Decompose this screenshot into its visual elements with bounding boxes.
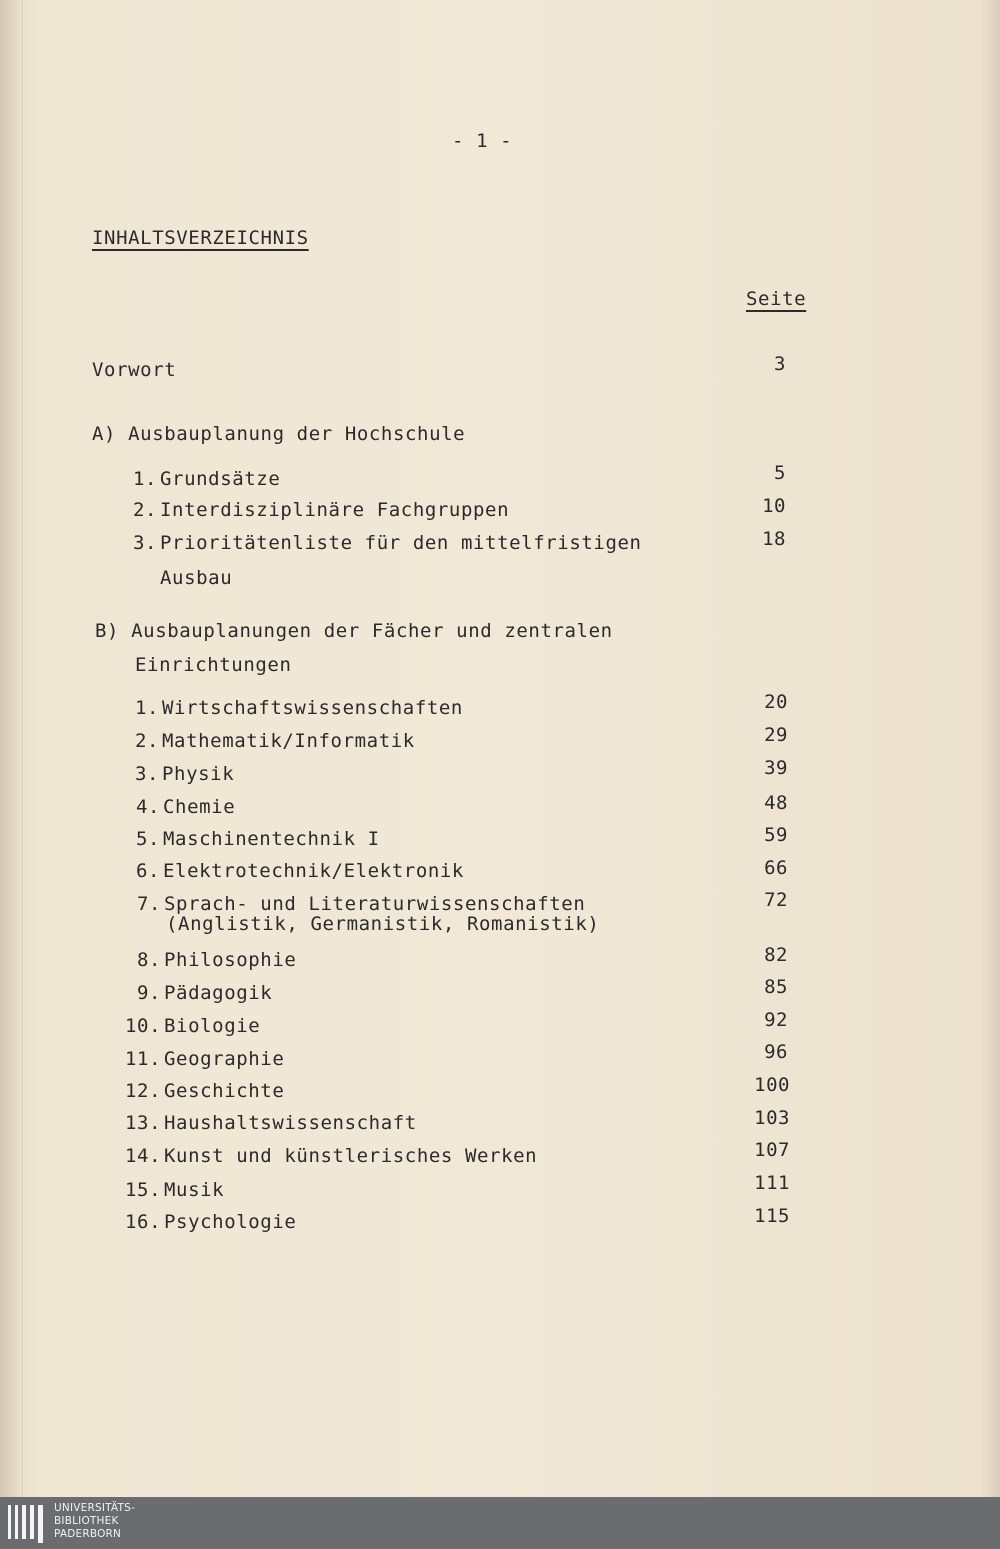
toc-entry-number: 4. [136,796,161,818]
page-column-header: Seite [746,288,807,310]
section-b-heading-continued: Einrichtungen [135,654,292,676]
page-number: - 1 - [452,130,513,152]
binding-shadow [0,0,22,1497]
toc-entry-label: Wirtschaftswissenschaften [162,697,463,719]
library-footer [0,1497,1000,1549]
toc-entry-page: 10 [762,495,786,517]
toc-entry-page: 66 [764,857,788,879]
toc-entry-number: 16. [125,1211,162,1233]
toc-entry-number: 3. [135,763,160,785]
vorwort-page: 3 [774,353,786,375]
toc-entry-label: Maschinentechnik I [163,828,380,850]
toc-entry-label: Chemie [163,796,236,818]
toc-entry-number: 6. [136,860,161,882]
toc-entry-label: Sprach- und Literaturwissenschaften [164,893,586,915]
toc-entry-page: 48 [764,792,788,814]
toc-entry-page: 92 [764,1009,788,1031]
toc-entry-label: Grundsätze [160,468,281,490]
toc-entry-number: 2. [135,730,160,752]
library-logo-icon [8,1505,48,1543]
toc-entry-number: 12. [125,1080,162,1102]
toc-entry-page: 59 [764,824,788,846]
toc-entry-label: Interdisziplinäre Fachgruppen [160,499,510,521]
toc-entry-label: Psychologie [164,1211,297,1233]
toc-entry-page: 5 [774,462,786,484]
toc-entry-label: Mathematik/Informatik [162,730,415,752]
toc-entry-page: 20 [764,691,788,713]
toc-entry-page: 111 [754,1172,790,1194]
toc-entry-label: Biologie [164,1015,261,1037]
toc-entry-number: 10. [125,1015,162,1037]
toc-entry-label: Geographie [164,1048,285,1070]
toc-entry-label: Kunst und künstlerisches Werken [164,1145,538,1167]
toc-entry-page: 96 [764,1041,788,1063]
toc-entry-label: Philosophie [164,949,297,971]
toc-entry-label: Prioritätenliste für den mittelfristigen [160,532,642,554]
toc-entry-page: 18 [762,528,786,550]
toc-entry-label-continued: (Anglistik, Germanistik, Romanistik) [166,913,600,935]
vorwort-label: Vorwort [92,359,177,381]
toc-entry-label: Haushaltswissenschaft [164,1112,417,1134]
section-b-heading: B) Ausbauplanungen der Fächer und zentralen [95,620,613,642]
toc-entry-number: 15. [125,1179,162,1201]
toc-title: INHALTSVERZEICHNIS [92,227,309,249]
toc-entry-label: Elektrotechnik/Elektronik [163,860,464,882]
toc-entry-page: 82 [764,944,788,966]
section-a-heading: A) Ausbauplanung der Hochschule [92,423,466,445]
toc-entry-page: 103 [754,1107,790,1129]
toc-entry-number: 1. [133,468,158,490]
toc-entry-number: 1. [135,697,160,719]
toc-entry-number: 14. [125,1145,162,1167]
toc-entry-page: 29 [764,724,788,746]
toc-entry-number: 3. [133,532,158,554]
toc-entry-label: Musik [164,1179,225,1201]
library-name-line: BIBLIOTHEK [54,1515,119,1527]
library-name-line: PADERBORN [54,1528,122,1540]
toc-entry-label: Geschichte [164,1080,285,1102]
page-edge [22,0,23,1497]
toc-entry-label: Pädagogik [164,982,273,1004]
toc-entry-page: 100 [754,1074,790,1096]
toc-entry-number: 5. [136,828,161,850]
toc-entry-page: 107 [754,1139,790,1161]
toc-entry-number: 7. [137,893,162,915]
toc-entry-label-continued: Ausbau [160,567,233,589]
toc-entry-page: 85 [764,976,788,998]
toc-entry-number: 11. [125,1048,162,1070]
toc-entry-page: 115 [754,1205,790,1227]
toc-entry-label: Physik [162,763,235,785]
toc-entry-page: 39 [764,757,788,779]
toc-entry-number: 9. [137,982,162,1004]
library-name-line: UNIVERSITÄTS- [54,1502,135,1514]
toc-entry-number: 8. [137,949,162,971]
toc-entry-number: 13. [125,1112,162,1134]
toc-entry-number: 2. [133,499,158,521]
library-name [54,1502,135,1541]
toc-entry-page: 72 [764,889,788,911]
